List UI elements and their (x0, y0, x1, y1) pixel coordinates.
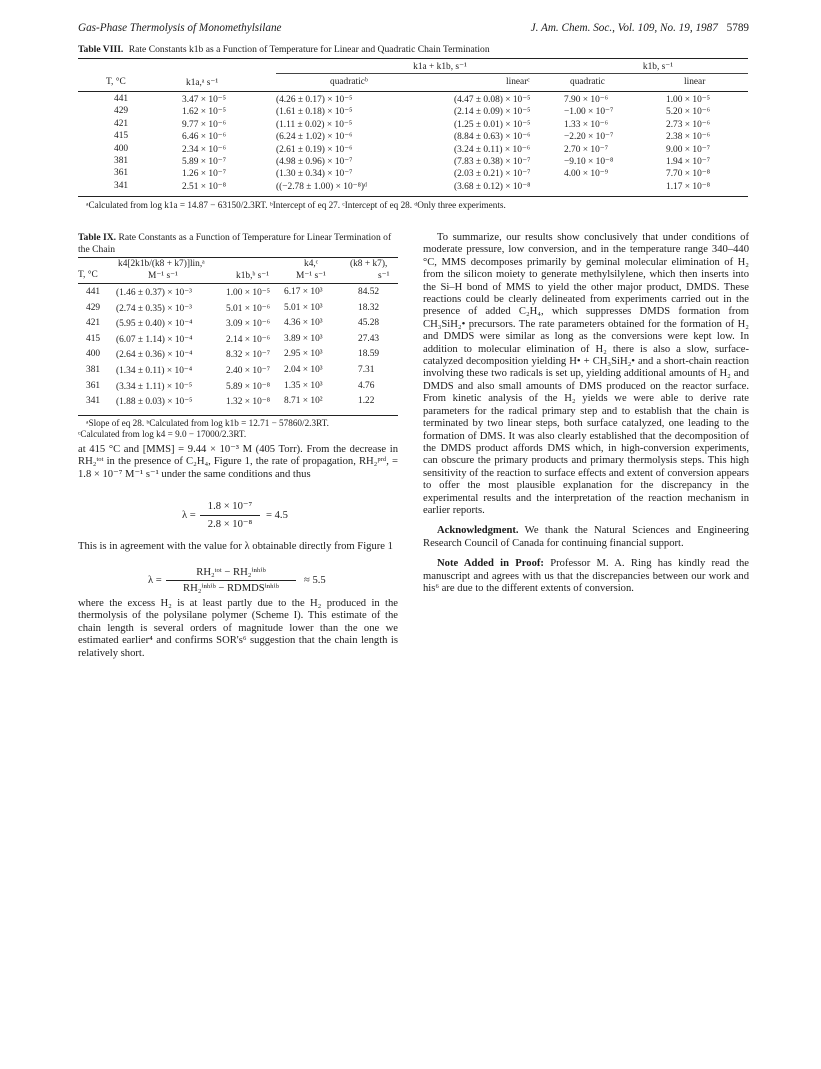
table-cell: 2.73 × 10⁻⁶ (666, 119, 710, 130)
table-cell: (6.24 ± 1.02) × 10⁻⁶ (276, 132, 353, 143)
table8-col-quadratic-k1b: quadratic (570, 77, 605, 87)
table-cell: (2.64 ± 0.36) × 10⁻⁴ (116, 350, 193, 361)
running-title: Gas-Phase Thermolysis of Monomethylsilane (78, 22, 282, 34)
table-cell: 5.20 × 10⁻⁶ (666, 107, 710, 118)
table9-col-T: T, °C (78, 270, 98, 280)
table-cell: 400 (86, 349, 101, 360)
eq1-denominator: 2.8 × 10⁻⁸ (207, 519, 253, 530)
table-cell: 4.36 × 10³ (284, 318, 323, 329)
table-cell: (1.88 ± 0.03) × 10⁻⁵ (116, 397, 193, 408)
table-row (78, 131, 748, 141)
table8-bottom-rule (78, 196, 748, 197)
table-cell: 1.00 × 10⁻⁵ (226, 288, 270, 298)
table8-col-linear: linearᶜ (506, 77, 530, 87)
table-row (78, 94, 748, 104)
table9-footnote-2: ᶜCalculated from log k4 = 9.0 − 17000/2.3RT. (78, 429, 247, 439)
table8-group2-header: k1b, s⁻¹ (642, 62, 674, 72)
table-row (78, 168, 748, 178)
table-cell: 5.89 × 10⁻⁷ (182, 157, 226, 167)
table9-col-c-unit: M⁻¹ s⁻¹ (296, 271, 326, 281)
table8-col-k1a: k1a,ᵃ s⁻¹ (186, 78, 219, 88)
note-added-paragraph (423, 558, 749, 595)
table-row (78, 144, 748, 154)
table-cell: 441 (114, 94, 129, 104)
table-cell: (2.14 ± 0.09) × 10⁻⁵ (454, 107, 531, 118)
table9-caption (78, 232, 398, 255)
table-cell: 2.40 × 10⁻⁷ (226, 366, 270, 376)
table-cell: (1.61 ± 0.18) × 10⁻⁵ (276, 107, 353, 118)
table-cell: (2.61 ± 0.19) × 10⁻⁶ (276, 144, 353, 155)
table-cell: 1.35 × 10³ (284, 380, 323, 391)
table-cell: ((−2.78 ± 1.00) × 10⁻⁸)ᵈ (276, 181, 367, 192)
table-cell: 415 (86, 333, 101, 344)
table-cell: 4.00 × 10⁻⁹ (564, 169, 608, 180)
table-row (78, 106, 748, 116)
table-cell: 3.09 × 10⁻⁶ (226, 319, 270, 330)
table-cell: 2.51 × 10⁻⁸ (182, 181, 226, 192)
table-cell: 2.14 × 10⁻⁶ (226, 334, 270, 345)
table-cell: 381 (114, 156, 129, 166)
table-cell: (3.34 ± 1.11) × 10⁻⁵ (116, 381, 193, 392)
eq2-denominator: RH₂ⁱⁿʰⁱᵇ − RDMDSⁱⁿʰⁱᵇ (183, 583, 279, 594)
table9-footnote-1: ᵃSlope of eq 28. ᵇCalculated from log k1b = 12.71 − 57860/2.3RT. (86, 418, 329, 428)
table8 (78, 58, 748, 198)
table-cell: (4.98 ± 0.96) × 10⁻⁷ (276, 157, 353, 167)
eq2-numerator: RH₂ᵗᵒᵗ − RH₂ⁱⁿʰⁱᵇ (196, 567, 266, 578)
table-cell: 381 (86, 365, 101, 375)
table8-group2-rule (558, 73, 748, 74)
table8-header-rule (78, 91, 748, 92)
table-cell: 1.22 (358, 396, 375, 407)
acknowledgment-text: We thank the Natural Sciences and Engineering Research Council of Canada for continuing financial support. (423, 525, 749, 549)
table-cell: 341 (86, 396, 101, 407)
table-cell: 84.52 (358, 287, 380, 297)
table-cell: 27.43 (358, 333, 380, 344)
table-cell: 6.46 × 10⁻⁶ (182, 132, 226, 143)
eq2-rhs: ≈ 5.5 (304, 575, 326, 586)
table-cell: 2.04 × 10³ (284, 365, 323, 375)
eq1-fraction-bar (200, 515, 260, 516)
table8-col-T: T, °C (106, 77, 126, 87)
left-paragraph-1: at 415 °C and [MMS] = 9.44 × 10⁻³ M (405 Torr). From the decrease in RH₂ᵗᵒᵗ in the presence of C₂H₄, Figure 1, the rate of propagation, RH₂ᵖʳᵈ, = 1.8 × 10⁻⁷ M⁻¹ s⁻¹ under the same conditions and thus (78, 444, 398, 480)
table8-col-quadratic: quadraticᵇ (330, 77, 368, 87)
table9-col-b: k1b,ᵇ s⁻¹ (236, 271, 270, 281)
table9-top-rule (78, 257, 398, 258)
table-cell: 8.71 × 10² (284, 396, 323, 407)
table-cell: 429 (114, 106, 129, 117)
equation-lambda-1 (78, 496, 398, 540)
table-cell: 5.89 × 10⁻⁸ (226, 381, 270, 392)
table-cell: 2.38 × 10⁻⁶ (666, 132, 710, 143)
table-cell: 421 (86, 318, 101, 329)
table8-label: Table VIII. (78, 44, 124, 55)
left-paragraph-2: This is in agreement with the value for λ obtainable directly from Figure 1 (78, 541, 393, 552)
equation-lambda-2 (78, 566, 398, 602)
table-cell: 2.34 × 10⁻⁶ (182, 144, 226, 155)
table9-col-a-unit: M⁻¹ s⁻¹ (148, 271, 178, 281)
table-cell: 18.32 (358, 302, 380, 313)
table-cell: 6.17 × 10³ (284, 287, 323, 297)
table9-label: Table IX. (78, 232, 117, 243)
table9-bottom-rule (78, 415, 398, 416)
table-row (78, 156, 748, 166)
table-cell: 1.26 × 10⁻⁷ (182, 169, 226, 180)
table-cell: 1.94 × 10⁻⁷ (666, 157, 710, 167)
table9-header-rule (78, 283, 398, 284)
table-cell: 441 (86, 287, 101, 297)
table-cell: 7.31 (358, 365, 375, 375)
table-cell: 2.70 × 10⁻⁷ (564, 144, 608, 155)
table-cell: 1.17 × 10⁻⁸ (666, 181, 710, 192)
table-cell: 45.28 (358, 318, 380, 329)
eq2-lhs: λ = (148, 575, 162, 586)
table-cell: −1.00 × 10⁻⁷ (564, 107, 614, 118)
table9-col-d: (k8 + k7), (350, 259, 388, 269)
table9-footnotes (78, 418, 398, 440)
note-added-heading: Note Added in Proof: (437, 558, 544, 570)
acknowledgment-paragraph (423, 525, 749, 550)
table-cell: (2.74 ± 0.35) × 10⁻³ (116, 303, 192, 314)
journal-name: J. Am. Chem. Soc., (530, 22, 615, 34)
table-cell: 1.00 × 10⁻⁵ (666, 95, 710, 105)
table8-col-linear-k1b: linear (684, 77, 706, 87)
eq1-lhs: λ = (182, 510, 196, 521)
table-cell: 7.90 × 10⁻⁶ (564, 95, 608, 105)
table-cell: 341 (114, 180, 129, 191)
eq2-fraction-bar (166, 580, 296, 581)
table-cell: −9.10 × 10⁻⁸ (564, 157, 614, 167)
note-added-text: Professor M. A. Ring has kindly read the manuscript and agrees with us that the discrepancies between our work and his⁶ are due to the different extents of conversion. (423, 558, 749, 594)
table9-col-d-unit: s⁻¹ (378, 271, 390, 281)
table-cell: (8.84 ± 0.63) × 10⁻⁶ (454, 132, 531, 143)
table-cell: 415 (114, 131, 129, 142)
table-cell: (1.30 ± 0.34) × 10⁻⁷ (276, 169, 353, 180)
table8-group1-header: k1a + k1b, s⁻¹ (413, 62, 467, 72)
table-cell: 2.95 × 10³ (284, 349, 323, 360)
table-cell: 361 (114, 168, 129, 179)
table-cell: 4.76 (358, 380, 375, 391)
journal-volume: Vol. 109, No. 19, 1987 (617, 22, 718, 34)
table-cell: (1.34 ± 0.11) × 10⁻⁴ (116, 366, 193, 376)
table-cell: 1.32 × 10⁻⁸ (226, 397, 270, 408)
table-cell: −2.20 × 10⁻⁷ (564, 132, 614, 143)
table-row (78, 181, 748, 191)
journal-citation (531, 22, 749, 34)
table-cell: (6.07 ± 1.14) × 10⁻⁴ (116, 334, 193, 345)
right-column-text (423, 232, 749, 595)
table-cell: 9.00 × 10⁻⁷ (666, 144, 710, 155)
table9-col-c: k4,ᶜ (304, 259, 319, 269)
table9 (78, 257, 398, 417)
table-cell: 421 (114, 118, 129, 129)
running-header (78, 22, 749, 38)
table-cell: 1.33 × 10⁻⁶ (564, 119, 608, 130)
table-cell: (3.24 ± 0.11) × 10⁻⁶ (454, 144, 531, 155)
table-cell: (1.25 ± 0.01) × 10⁻⁵ (454, 119, 531, 130)
table-cell: (1.11 ± 0.02) × 10⁻⁵ (276, 119, 353, 130)
table8-footnotes: ᵃCalculated from log k1a = 14.87 − 63150/2.3RT. ᵇIntercept of eq 27. ᶜIntercept of eq 28. ᵈOnly three experiments. (86, 200, 506, 210)
table-cell: 7.70 × 10⁻⁸ (666, 169, 710, 180)
table-cell: 5.01 × 10⁻⁶ (226, 303, 270, 314)
eq1-numerator: 1.8 × 10⁻⁷ (207, 501, 253, 512)
table-cell: 361 (86, 380, 101, 391)
table8-caption (78, 44, 490, 55)
left-column-text (78, 444, 398, 481)
table-cell: (4.47 ± 0.08) × 10⁻⁵ (454, 95, 531, 105)
table-cell: 429 (86, 302, 101, 313)
table-cell: (4.26 ± 0.17) × 10⁻⁵ (276, 95, 353, 105)
table-cell: (2.03 ± 0.21) × 10⁻⁷ (454, 169, 531, 180)
table8-top-rule (78, 58, 748, 59)
table-cell: 9.77 × 10⁻⁶ (182, 119, 226, 130)
table-cell: 8.32 × 10⁻⁷ (226, 350, 270, 361)
left-paragraph-3: where the excess H₂ is at least partly due to the H₂ produced in the thermolysis of the polysilane polymer (Scheme I). This estimate of the chain length is several orders of magnitude lower than the one we estimated earlier⁴ and confirms SOR's⁶ suggestion that the chain length is relatively short. (78, 598, 398, 659)
table-cell: 400 (114, 143, 129, 154)
table9-caption-text: Rate Constants as a Function of Temperature for Linear Termination of the Chain (78, 232, 392, 255)
table-cell: (7.83 ± 0.38) × 10⁻⁷ (454, 157, 531, 167)
page-number: 5789 (726, 22, 749, 34)
table-cell: (1.46 ± 0.37) × 10⁻³ (116, 288, 192, 298)
table-cell: 18.59 (358, 349, 380, 360)
table-cell: 1.62 × 10⁻⁵ (182, 107, 226, 118)
table-cell: (5.95 ± 0.40) × 10⁻⁴ (116, 319, 193, 330)
table-row (78, 119, 748, 129)
table-cell: 3.47 × 10⁻⁵ (182, 95, 226, 105)
table8-caption-text: Rate Constants k1b as a Function of Temperature for Linear and Quadratic Chain Termination (128, 44, 490, 55)
eq1-rhs: = 4.5 (266, 510, 288, 521)
table-cell: (3.68 ± 0.12) × 10⁻⁸ (454, 181, 531, 192)
table-cell: 5.01 × 10³ (284, 302, 323, 313)
table9-col-a: k4[2k1b/(k8 + k7)]lin,ᵃ (118, 259, 205, 269)
table-cell: 3.89 × 10³ (284, 333, 323, 344)
summary-paragraph: To summarize, our results show conclusively that under conditions of moderate pressure, low conversion, and in the temperature range 340–440 °C, MMS decomposes primarily by geminal molecular elimination of H₂ from the silicon moiety to generate methylsilylene, which then inserts into the Si–H bond of MMS to yield the other major product, DMDS. These reactions could be clearly delineated from experiments carried out in the presence of added C₂H₄, which suppresses DMDS formation from CH₃SiH₂• precursors. The rate parameters obtained for the formation of H₂ and DMDS were similar as long as the conversions were kept low. In addition to molecular elimination of H₂ there is also a slow, surface-catalyzed decomposition yielding H• + CH₃SiH₂• and a short-chain reaction involving these two radicals is set up, yielding additional amounts of H₂ and DMDS and also small amounts of DMS produced on the reactor surface. From kinetic analysis of the H₂ yields we were able to derive rate parameters for the radical primary step and to establish that the chain is terminated by two linear steps, both surface catalyzed, one leading to the formation of DMS. It was also clearly established that the decomposition of the DMDS product affords DMS which, in high-conversion experiments, can obscure the primary products and primary thermolysis steps. This high sensitivity of the reaction to surface effects and extent of conversion appears to offer the most plausible explanation for the discrepancy in the experimental results and the interpretation of the reaction mechanism in earlier reports. (423, 232, 749, 516)
acknowledgment-heading: Acknowledgment. (437, 525, 519, 537)
